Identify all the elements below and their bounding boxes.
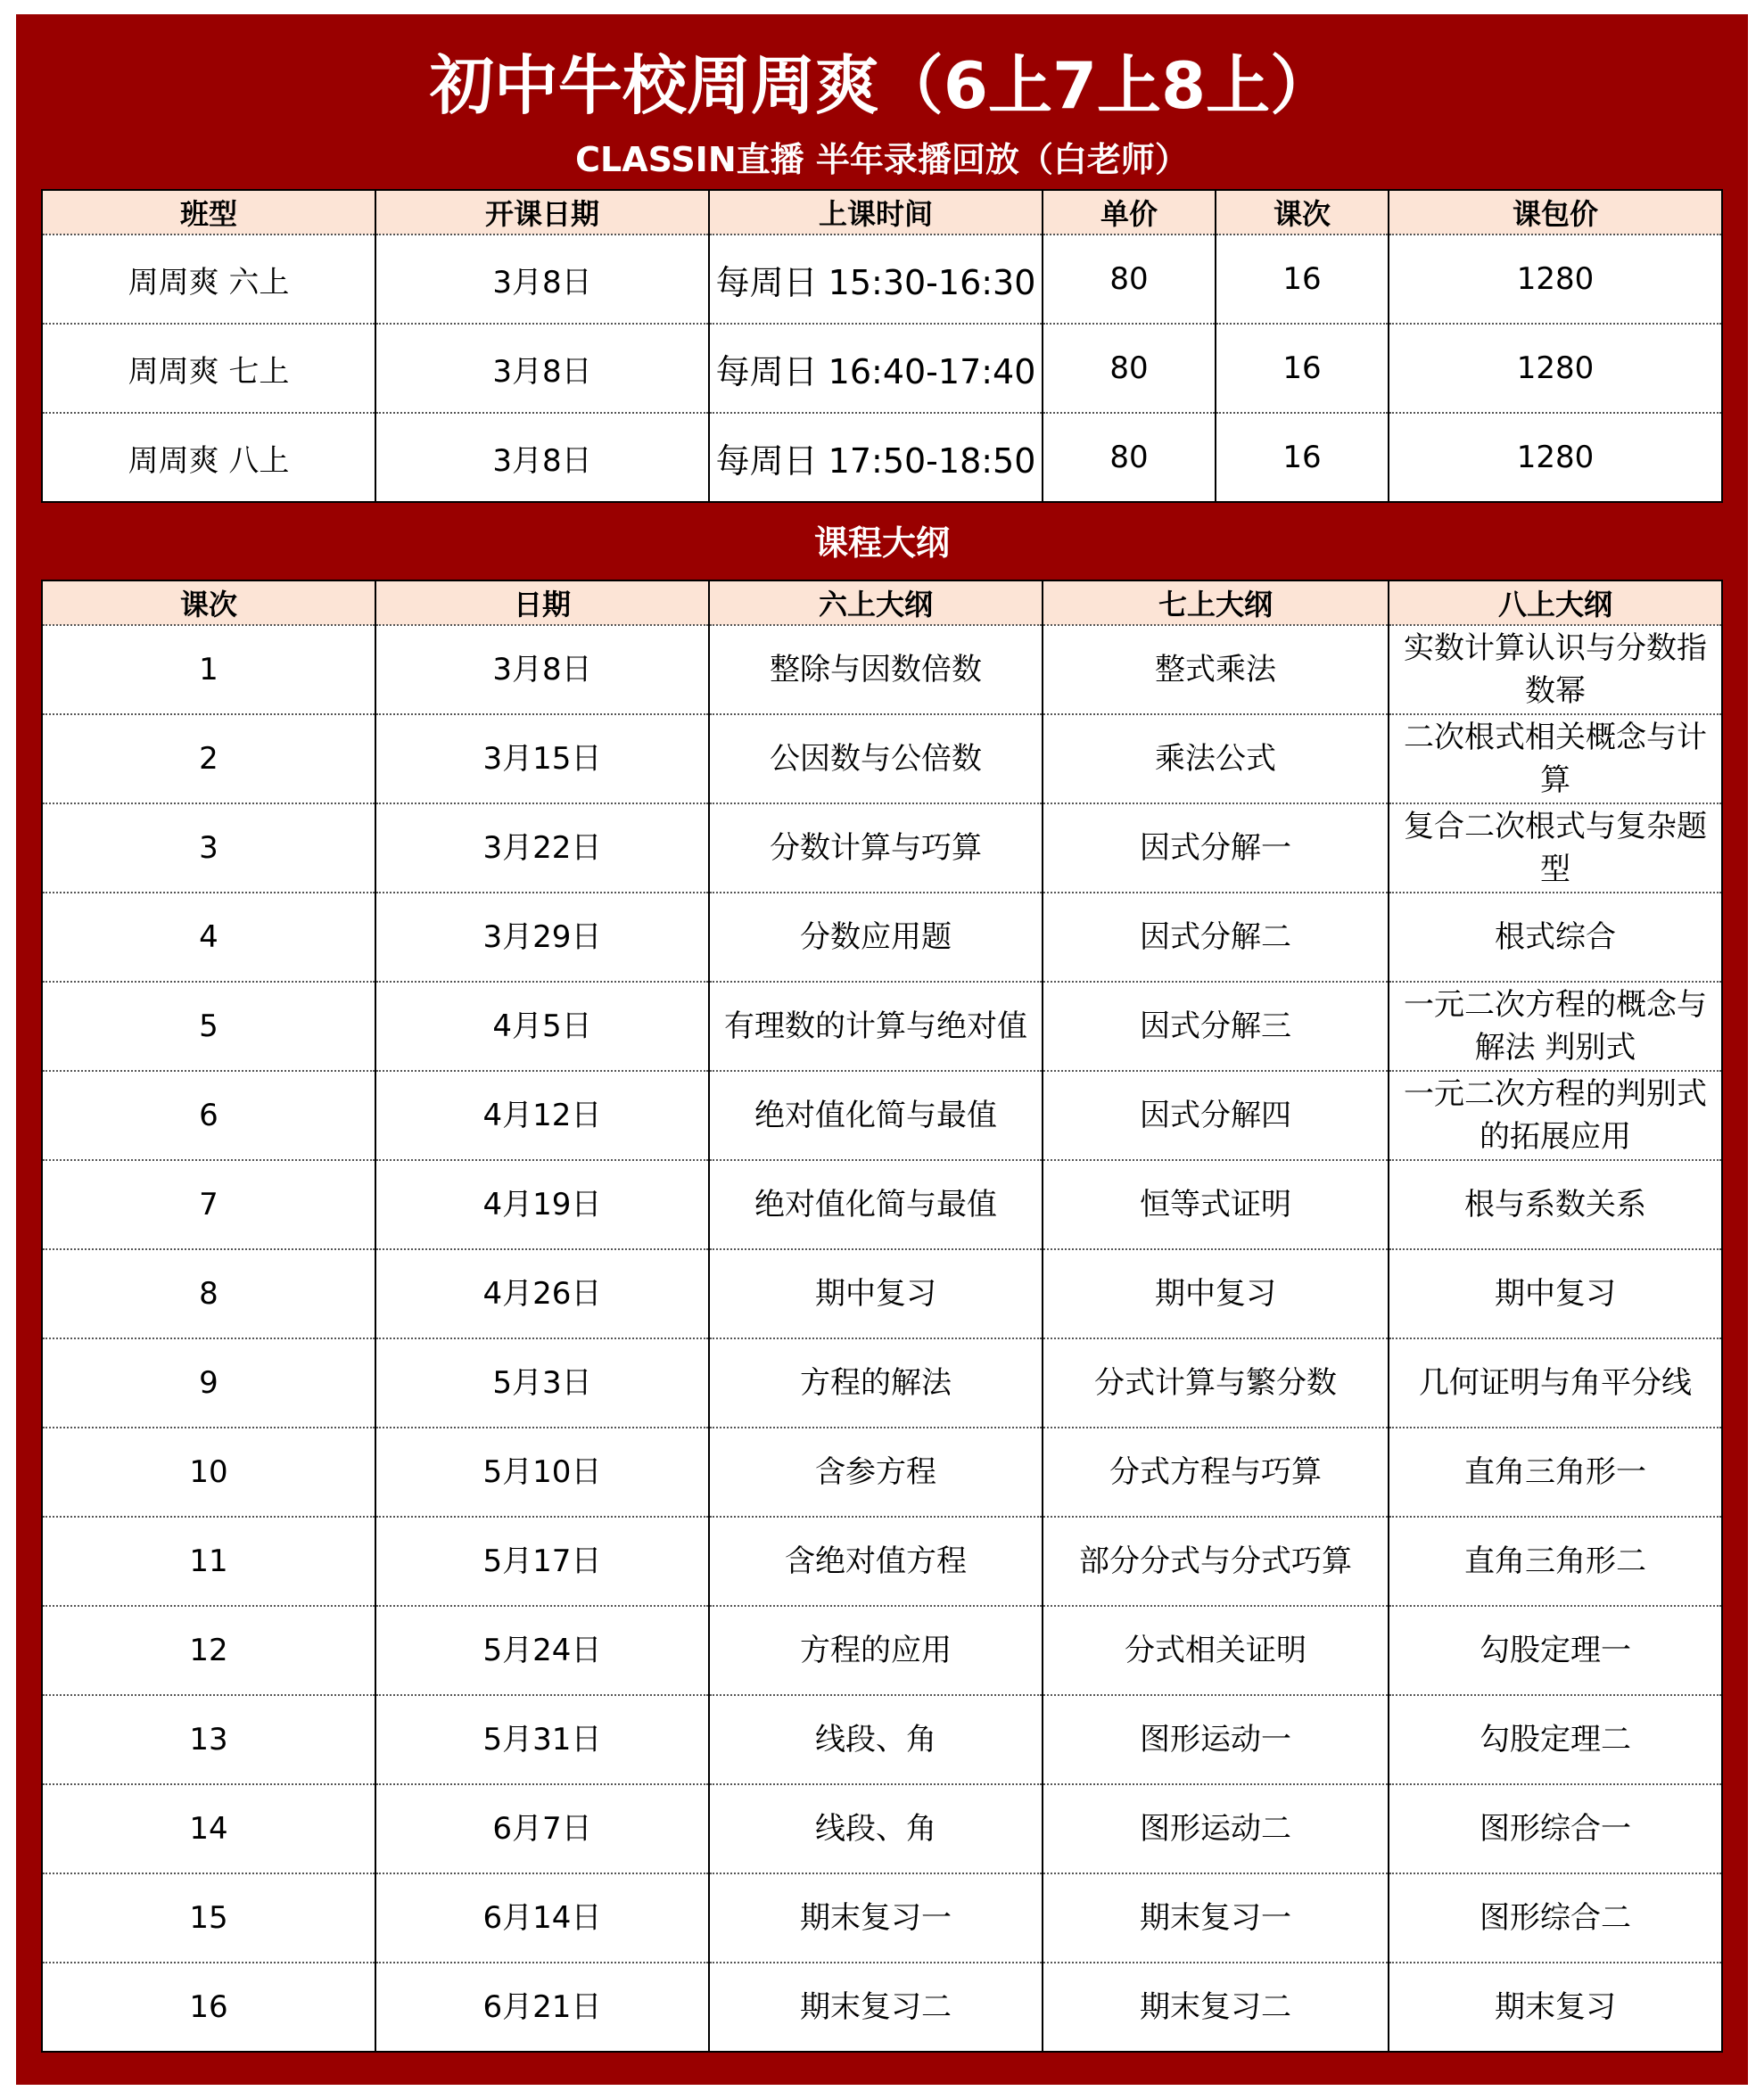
- lesson-number-cell: 4: [42, 893, 375, 982]
- grade6-topic-cell: 有理数的计算与绝对值: [709, 982, 1043, 1071]
- lesson-date-cell: 5月17日: [375, 1517, 709, 1606]
- lesson-date-cell: 5月3日: [375, 1338, 709, 1428]
- lesson-number-cell: 11: [42, 1517, 375, 1606]
- outline-header-row: [42, 580, 1722, 625]
- grade6-topic-cell: 绝对值化简与最值: [709, 1160, 1043, 1249]
- lesson-date-cell: 4月19日: [375, 1160, 709, 1249]
- grade7-topic-cell: 图形运动一: [1043, 1695, 1389, 1784]
- grade8-topic-cell: 期中复习: [1389, 1249, 1722, 1338]
- package-price-cell: 1280: [1389, 413, 1722, 502]
- grade6-topic-cell: 期末复习一: [709, 1873, 1043, 1963]
- lesson-number-cell: 8: [42, 1249, 375, 1338]
- grade6-topic-cell: 含参方程: [709, 1428, 1043, 1517]
- column-header: 课次: [1216, 190, 1389, 235]
- column-header: 课次: [42, 580, 375, 625]
- column-header: 六上大纲: [709, 580, 1043, 625]
- class-time-cell: 每周日 15:30-16:30: [709, 235, 1043, 324]
- start-date-cell: 3月8日: [375, 324, 709, 413]
- lesson-number-cell: 15: [42, 1873, 375, 1963]
- table-row: [42, 625, 1722, 714]
- lesson-number-cell: 12: [42, 1606, 375, 1695]
- lesson-number-cell: 16: [42, 1963, 375, 2052]
- column-header: 班型: [42, 190, 375, 235]
- grade6-topic-cell: 线段、角: [709, 1784, 1043, 1873]
- grade7-topic-cell: 乘法公式: [1043, 714, 1389, 803]
- class-name-cell: 周周爽 六上: [42, 235, 375, 324]
- grade6-topic-cell: 公因数与公倍数: [709, 714, 1043, 803]
- table-row: [42, 1428, 1722, 1517]
- lesson-date-cell: 3月8日: [375, 625, 709, 714]
- schedule-header-row: [42, 190, 1722, 235]
- grade7-topic-cell: 因式分解一: [1043, 803, 1389, 893]
- class-name-cell: 周周爽 七上: [42, 324, 375, 413]
- grade8-topic-cell: 图形综合一: [1389, 1784, 1722, 1873]
- grade8-topic-cell: 直角三角形一: [1389, 1428, 1722, 1517]
- grade8-topic-cell: 一元二次方程的概念与解法 判别式: [1389, 982, 1722, 1071]
- lesson-date-cell: 6月21日: [375, 1963, 709, 2052]
- grade6-topic-cell: 方程的解法: [709, 1338, 1043, 1428]
- table-row: [42, 235, 1722, 324]
- unit-price-cell: 80: [1043, 235, 1216, 324]
- grade7-topic-cell: 期末复习一: [1043, 1873, 1389, 1963]
- column-header: 单价: [1043, 190, 1216, 235]
- grade6-topic-cell: 绝对值化简与最值: [709, 1071, 1043, 1160]
- class-time-cell: 每周日 17:50-18:50: [709, 413, 1043, 502]
- page-subtitle: CLASSIN直播 半年录播回放（白老师）: [575, 140, 1189, 179]
- outline-rows: [42, 625, 1722, 2052]
- table-row: [42, 1873, 1722, 1963]
- lesson-date-cell: 5月10日: [375, 1428, 709, 1517]
- table-row: [42, 1249, 1722, 1338]
- class-name-cell: 周周爽 八上: [42, 413, 375, 502]
- outline-section-title: 课程大纲: [813, 523, 950, 563]
- grade8-topic-cell: 勾股定理二: [1389, 1695, 1722, 1784]
- table-row: [42, 803, 1722, 893]
- table-row: [42, 1338, 1722, 1428]
- lesson-number-cell: 13: [42, 1695, 375, 1784]
- grade6-topic-cell: 含绝对值方程: [709, 1517, 1043, 1606]
- lesson-number-cell: 10: [42, 1428, 375, 1517]
- grade8-topic-cell: 根与系数关系: [1389, 1160, 1722, 1249]
- table-row: [42, 1784, 1722, 1873]
- lesson-date-cell: 4月26日: [375, 1249, 709, 1338]
- table-row: [42, 1160, 1722, 1249]
- grade8-topic-cell: 实数计算认识与分数指数幂: [1389, 625, 1722, 714]
- grade8-topic-cell: 根式综合: [1389, 893, 1722, 982]
- grade8-topic-cell: 一元二次方程的判别式的拓展应用: [1389, 1071, 1722, 1160]
- grade7-topic-cell: 恒等式证明: [1043, 1160, 1389, 1249]
- column-header: 七上大纲: [1043, 580, 1389, 625]
- table-row: [42, 893, 1722, 982]
- grade7-topic-cell: 分式计算与繁分数: [1043, 1338, 1389, 1428]
- grade6-topic-cell: 整除与因数倍数: [709, 625, 1043, 714]
- grade7-topic-cell: 因式分解四: [1043, 1071, 1389, 1160]
- grade7-topic-cell: 期中复习: [1043, 1249, 1389, 1338]
- table-row: [42, 1606, 1722, 1695]
- start-date-cell: 3月8日: [375, 235, 709, 324]
- column-header: 课包价: [1389, 190, 1722, 235]
- lesson-number-cell: 9: [42, 1338, 375, 1428]
- package-price-cell: 1280: [1389, 235, 1722, 324]
- grade6-topic-cell: 线段、角: [709, 1695, 1043, 1784]
- unit-price-cell: 80: [1043, 413, 1216, 502]
- lesson-date-cell: 3月22日: [375, 803, 709, 893]
- grade8-topic-cell: 复合二次根式与复杂题型: [1389, 803, 1722, 893]
- column-header: 日期: [375, 580, 709, 625]
- course-outline-table: [41, 580, 1723, 2053]
- lesson-number-cell: 6: [42, 1071, 375, 1160]
- column-header: 开课日期: [375, 190, 709, 235]
- table-row: [42, 1071, 1722, 1160]
- lesson-number-cell: 5: [42, 982, 375, 1071]
- column-header: 上课时间: [709, 190, 1043, 235]
- column-header: 八上大纲: [1389, 580, 1722, 625]
- grade7-topic-cell: 因式分解三: [1043, 982, 1389, 1071]
- table-row: [42, 714, 1722, 803]
- lesson-number-cell: 1: [42, 625, 375, 714]
- table-row: [42, 1695, 1722, 1784]
- lesson-number-cell: 2: [42, 714, 375, 803]
- unit-price-cell: 80: [1043, 324, 1216, 413]
- grade7-topic-cell: 部分分式与分式巧算: [1043, 1517, 1389, 1606]
- grade6-topic-cell: 方程的应用: [709, 1606, 1043, 1695]
- lesson-date-cell: 5月24日: [375, 1606, 709, 1695]
- lesson-date-cell: 3月15日: [375, 714, 709, 803]
- lesson-date-cell: 3月29日: [375, 893, 709, 982]
- grade8-topic-cell: 二次根式相关概念与计算: [1389, 714, 1722, 803]
- grade6-topic-cell: 期中复习: [709, 1249, 1043, 1338]
- package-price-cell: 1280: [1389, 324, 1722, 413]
- lesson-date-cell: 4月5日: [375, 982, 709, 1071]
- grade7-topic-cell: 图形运动二: [1043, 1784, 1389, 1873]
- table-row: [42, 324, 1722, 413]
- course-poster: [16, 14, 1748, 2085]
- lesson-number-cell: 3: [42, 803, 375, 893]
- table-row: [42, 413, 1722, 502]
- grade8-topic-cell: 图形综合二: [1389, 1873, 1722, 1963]
- grade6-topic-cell: 分数应用题: [709, 893, 1043, 982]
- grade7-topic-cell: 期末复习二: [1043, 1963, 1389, 2052]
- grade6-topic-cell: 分数计算与巧算: [709, 803, 1043, 893]
- lesson-date-cell: 5月31日: [375, 1695, 709, 1784]
- grade7-topic-cell: 因式分解二: [1043, 893, 1389, 982]
- grade8-topic-cell: 勾股定理一: [1389, 1606, 1722, 1695]
- lesson-date-cell: 4月12日: [375, 1071, 709, 1160]
- grade6-topic-cell: 期末复习二: [709, 1963, 1043, 2052]
- grade8-topic-cell: 直角三角形二: [1389, 1517, 1722, 1606]
- lesson-count-cell: 16: [1216, 235, 1389, 324]
- lesson-number-cell: 14: [42, 1784, 375, 1873]
- grade7-topic-cell: 整式乘法: [1043, 625, 1389, 714]
- grade8-topic-cell: 期末复习: [1389, 1963, 1722, 2052]
- table-row: [42, 982, 1722, 1071]
- table-row: [42, 1963, 1722, 2052]
- grade7-topic-cell: 分式相关证明: [1043, 1606, 1389, 1695]
- class-schedule-table: [41, 189, 1723, 503]
- class-time-cell: 每周日 16:40-17:40: [709, 324, 1043, 413]
- lesson-count-cell: 16: [1216, 413, 1389, 502]
- page-title: 初中牛校周周爽（6上7上8上）: [429, 48, 1335, 123]
- lesson-number-cell: 7: [42, 1160, 375, 1249]
- table-row: [42, 1517, 1722, 1606]
- lesson-date-cell: 6月7日: [375, 1784, 709, 1873]
- grade8-topic-cell: 几何证明与角平分线: [1389, 1338, 1722, 1428]
- lesson-date-cell: 6月14日: [375, 1873, 709, 1963]
- grade7-topic-cell: 分式方程与巧算: [1043, 1428, 1389, 1517]
- start-date-cell: 3月8日: [375, 413, 709, 502]
- lesson-count-cell: 16: [1216, 324, 1389, 413]
